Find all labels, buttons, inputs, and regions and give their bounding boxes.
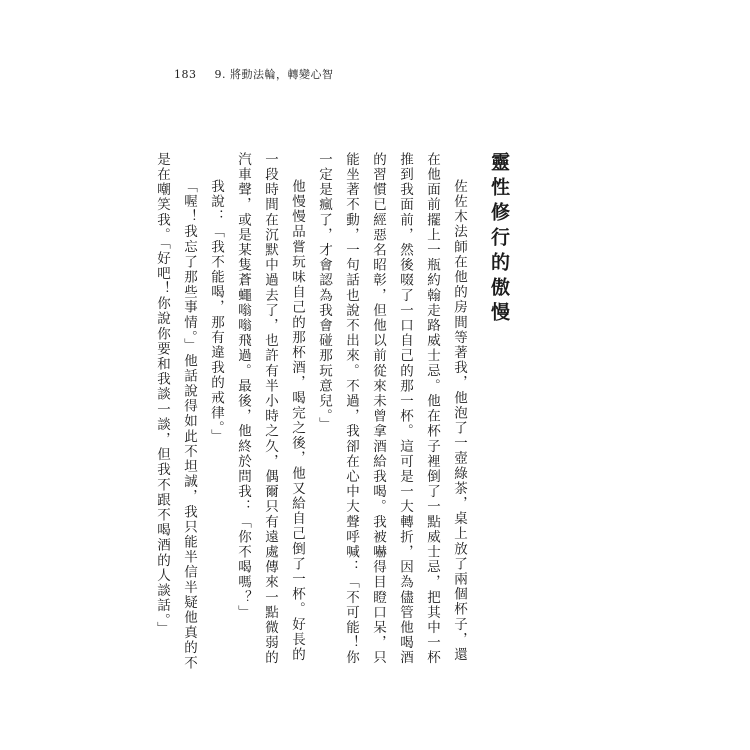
chapter-title: 9. 將動法輪，轉變心智	[214, 68, 334, 81]
page-number: 183	[174, 68, 197, 81]
paragraph-2: 他慢慢品嘗玩味自己的那杯酒，喝完之後，他又給自己倒了一杯。好長的一段時間在沉默中過去了，也許有半小時之久，偶爾只有遠處傳來一點微弱的汽車聲，或是某隻蒼蠅嗡嗡飛過。最後，他終於問我：「你不喝嗎？」	[235, 152, 305, 666]
vertical-text-body	[148, 152, 514, 672]
paragraph-3: 我說：「我不能喝，那有違我的戒律。」	[208, 179, 224, 445]
running-header	[174, 66, 334, 82]
paragraph-4: 「喔！我忘了那些事情。」他話說得如此不坦誠，我只能半信半疑他真的不是在嘲笑我。「好吧！你說你要和我談一談，但我不跟不喝酒的人談話。」	[154, 152, 197, 671]
section-title: 靈性修行的傲慢	[488, 152, 510, 327]
paragraph-1: 佐佐木法師在他的房間等著我，他泡了一壺綠茶，桌上放了兩個杯子，還在他面前擺上一瓶約翰走路威士忌。他在杯子裡倒了一點威士忌，把其中一杯推到我面前，然後啜了一口自己的那一杯。這可是一大轉折，因為儘管他喝酒的習慣已經惡名昭彰，但他以前從來未曾拿酒給我喝。我被嚇得目瞪口呆，只能坐著不動，一句話也說不出來。不過，我卻在心中大聲呼喊：「不可能！你一定是瘋了，才會認為我會碰那玩意兒。」	[316, 152, 467, 666]
